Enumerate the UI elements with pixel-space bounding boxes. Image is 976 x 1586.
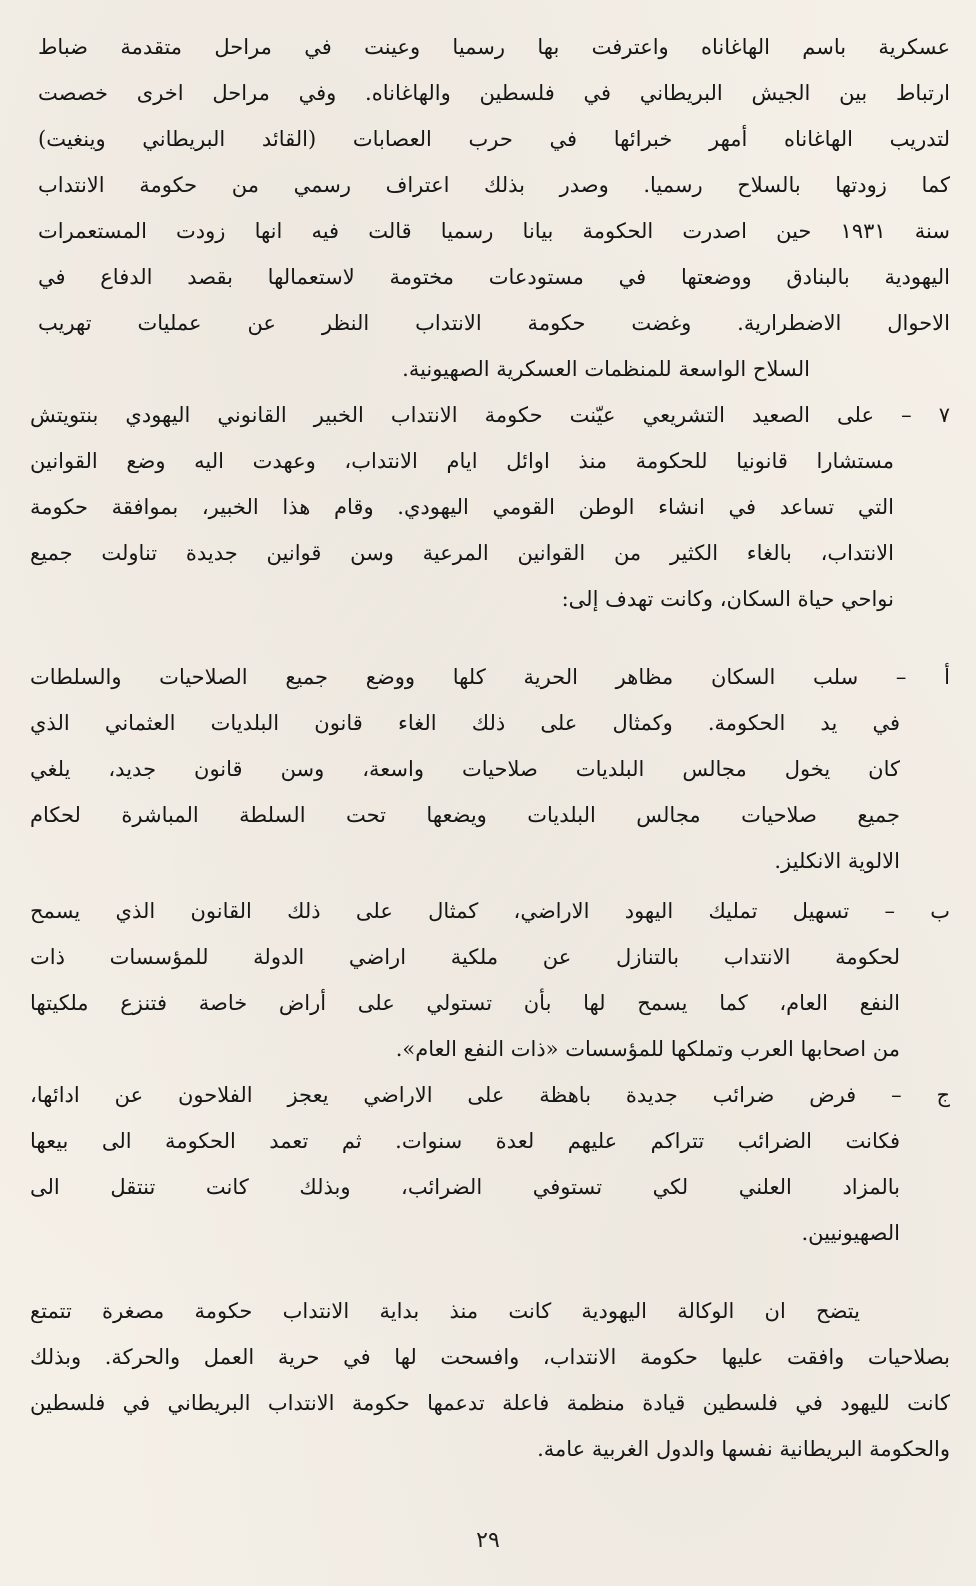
text-line: الصهيونيين. xyxy=(801,1221,900,1245)
paragraph-4 xyxy=(30,888,950,1072)
text-line: ارتباط بين الجيش البريطاني في فلسطين والهاغاناه. وفي مراحل اخرى خصصت xyxy=(38,81,950,105)
text-line: لتدريب الهاغاناه أمهر خبرائها في حرب العصابات (القائد البريطاني وينغيت) xyxy=(38,127,950,151)
text-line: عسكرية باسم الهاغاناه واعترفت بها رسميا وعينت في مراحل متقدمة ضباط xyxy=(38,35,950,59)
text-line: يتضح ان الوكالة اليهودية كانت منذ بداية الانتداب حكومة مصغرة تتمتع xyxy=(30,1299,860,1323)
paragraph-6 xyxy=(30,1288,950,1472)
text-line: سنة ١٩٣١ حين اصدرت الحكومة بيانا رسميا قالت فيه انها زودت المستعمرات xyxy=(38,219,950,243)
text-line: بالمزاد العلني لكي تستوفي الضرائب، وبذلك كانت تنتقل الى xyxy=(30,1175,900,1199)
paragraph-gap xyxy=(30,622,950,654)
text-line: كانت لليهود في فلسطين قيادة منظمة فاعلة تدعمها حكومة الانتداب البريطاني في فلسطين xyxy=(30,1391,950,1415)
text-line: اليهودية بالبنادق ووضعتها في مستودعات مختومة لاستعمالها بقصد الدفاع في xyxy=(38,265,950,289)
text-line: كان يخول مجالس البلديات صلاحيات واسعة، وسن قانون جديد، يلغي xyxy=(30,757,900,781)
text-line: جميع صلاحيات مجالس البلديات ويضعها تحت السلطة المباشرة لحكام xyxy=(30,803,900,827)
body-text xyxy=(30,24,950,1472)
text-line: الاحوال الاضطرارية. وغضت حكومة الانتداب النظر عن عمليات تهريب xyxy=(38,311,950,335)
paragraph-gap xyxy=(30,1256,950,1288)
text-line: الانتداب، بالغاء الكثير من القوانين المرعية وسن قوانين جديدة تناولت جميع xyxy=(30,541,894,565)
text-line: فكانت الضرائب تتراكم عليهم لعدة سنوات. ثم تعمد الحكومة الى بيعها xyxy=(30,1129,900,1153)
text-line: بصلاحيات وافقت عليها حكومة الانتداب، وافسحت لها في حرية العمل والحركة. وبذلك xyxy=(30,1345,950,1369)
text-line: ج – فرض ضرائب جديدة باهظة على الاراضي يعجز الفلاحون عن ادائها، xyxy=(30,1083,950,1107)
text-line: مستشارا قانونيا للحكومة منذ اوائل ايام الانتداب، وعهدت اليه وضع القوانين xyxy=(30,449,894,473)
text-line: لحكومة الانتداب بالتنازل عن ملكية اراضي الدولة للمؤسسات ذات xyxy=(30,945,900,969)
paragraph-1 xyxy=(30,24,950,392)
text-line: التي تساعد في انشاء الوطن القومي اليهودي. وقام هذا الخبير، بموافقة حكومة xyxy=(30,495,894,519)
text-line: النفع العام، كما يسمح لها بأن تستولي على أراض خاصة فتنزع ملكيتها xyxy=(30,991,900,1015)
paragraph-3 xyxy=(30,654,950,884)
text-line: من اصحابها العرب وتملكها للمؤسسات «ذات النفع العام». xyxy=(395,1037,900,1061)
text-line: السلاح الواسعة للمنظمات العسكرية الصهيونية. xyxy=(402,357,810,381)
text-line: في يد الحكومة. وكمثال على ذلك الغاء قانون البلديات العثماني الذي xyxy=(30,711,900,735)
paragraph-5 xyxy=(30,1072,950,1256)
text-line: كما زودتها بالسلاح رسميا. وصدر بذلك اعتراف رسمي من حكومة الانتداب xyxy=(38,173,950,197)
text-line: الالوية الانكليز. xyxy=(774,849,900,873)
page-number: ٢٩ xyxy=(476,1528,500,1553)
text-line: أ – سلب السكان مظاهر الحرية كلها ووضع جميع الصلاحيات والسلطات xyxy=(30,665,950,689)
text-line: والحكومة البريطانية نفسها والدول الغربية عامة. xyxy=(537,1437,950,1461)
text-line: نواحي حياة السكان، وكانت تهدف إلى: xyxy=(561,587,894,611)
text-line: ٧ – على الصعيد التشريعي عيّنت حكومة الانتداب الخبير القانوني اليهودي بنتويتش xyxy=(30,403,950,427)
paragraph-2 xyxy=(30,392,950,622)
text-line: ب – تسهيل تمليك اليهود الاراضي، كمثال على ذلك القانون الذي يسمح xyxy=(30,899,950,923)
